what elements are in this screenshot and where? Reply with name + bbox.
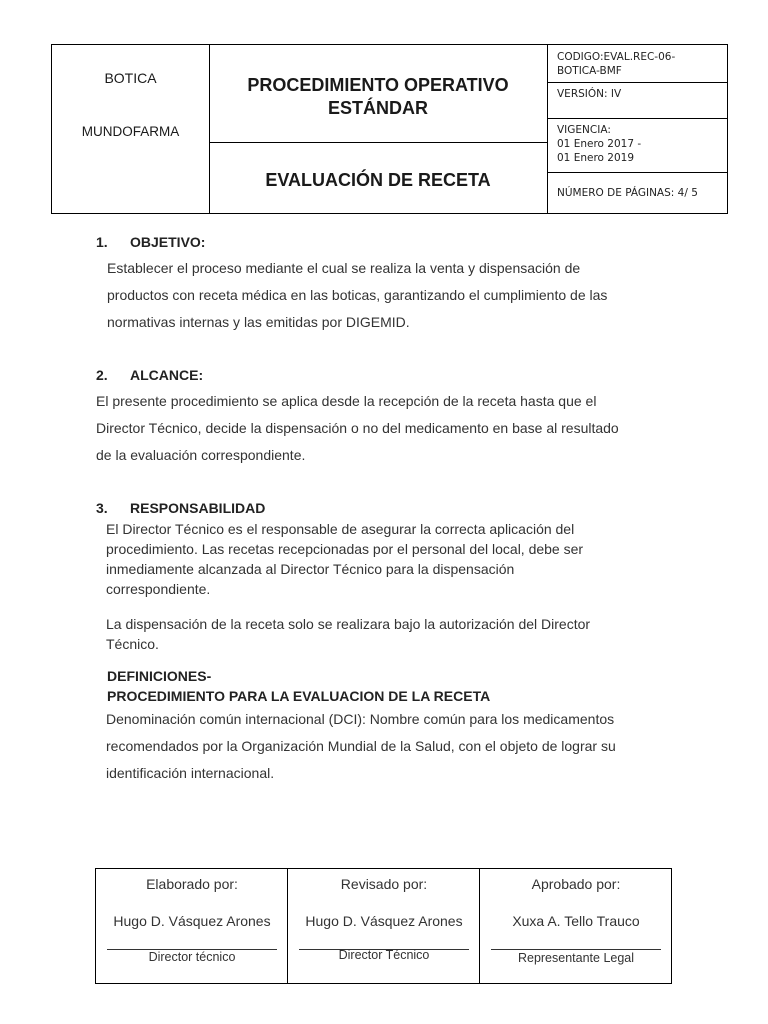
paragraph-line: productos con receta médica en las boticas, garantizando el cumplimiento de las bbox=[107, 287, 608, 303]
signature-name: Xuxa A. Tello Trauco bbox=[512, 913, 640, 929]
definiciones-heading: DEFINICIONES- bbox=[107, 668, 212, 684]
org-name-line1: BOTICA bbox=[104, 70, 157, 86]
section-number: 2. bbox=[96, 367, 108, 383]
document-code-line1: CODIGO:EVAL.REC-06- bbox=[557, 51, 676, 63]
header-divider bbox=[547, 118, 727, 119]
paragraph-line: El presente procedimiento se aplica desde la recepción de la receta hasta que el bbox=[96, 393, 597, 409]
section-number: 3. bbox=[96, 500, 108, 516]
signature-column-elaborado bbox=[96, 869, 288, 983]
document-title-line1: PROCEDIMIENTO OPERATIVO bbox=[247, 75, 509, 95]
signature-role: Representante Legal bbox=[517, 951, 635, 965]
procedimiento-heading: PROCEDIMIENTO PARA LA EVALUACION DE LA RECETA bbox=[107, 688, 491, 704]
signature-name: Hugo D. Vásquez Arones bbox=[305, 913, 463, 929]
paragraph-line: La dispensación de la receta solo se realizara bajo la autorización del Director bbox=[106, 616, 591, 632]
document-subtitle: EVALUACIÓN DE RECETA bbox=[265, 170, 491, 190]
signature-line bbox=[491, 949, 661, 950]
paragraph-line: normativas internas y las emitidas por DIGEMID. bbox=[107, 314, 410, 330]
section-heading-objetivo bbox=[96, 234, 205, 250]
vigencia-label: VIGENCIA: bbox=[557, 124, 611, 136]
signature-table bbox=[95, 868, 672, 984]
document-title-line2: ESTÁNDAR bbox=[327, 98, 428, 118]
paragraph-line: recomendados por la Organización Mundial de la Salud, con el objeto de lograr su bbox=[106, 738, 616, 754]
signature-header: Elaborado por: bbox=[146, 876, 238, 892]
signature-header: Revisado por: bbox=[340, 876, 428, 892]
section-title: OBJETIVO: bbox=[130, 234, 206, 250]
vigencia-end: 01 Enero 2019 bbox=[557, 152, 635, 164]
section-title: ALCANCE: bbox=[130, 367, 204, 383]
signature-role: Director técnico bbox=[148, 950, 236, 964]
paragraph-line: correspondiente. bbox=[106, 581, 211, 597]
paragraph-line: Denominación común internacional (DCI): Nombre común para los medicamentos bbox=[106, 711, 615, 727]
alcance-paragraph bbox=[96, 388, 666, 469]
signature-name: Hugo D. Vásquez Arones bbox=[113, 913, 271, 929]
paragraph-line: El Director Técnico es el responsable de asegurar la correcta aplicación del bbox=[106, 521, 575, 537]
paragraph-line: Director Técnico, decide la dispensación o no del medicamento en base al resultado bbox=[96, 420, 619, 436]
page-count: NÚMERO DE PÁGINAS: 4/ 5 bbox=[557, 187, 698, 199]
paragraph-line: Técnico. bbox=[106, 636, 159, 652]
document-version: VERSIÓN: IV bbox=[557, 88, 622, 100]
signature-role: Director Técnico bbox=[338, 948, 430, 962]
paragraph-line: inmediamente alcanzada al Director Técnico para la dispensación bbox=[106, 561, 515, 577]
section-heading-responsabilidad bbox=[96, 500, 265, 516]
document-code-line2: BOTICA-BMF bbox=[557, 65, 622, 77]
header-divider bbox=[547, 172, 727, 173]
responsabilidad-paragraph-2 bbox=[106, 614, 660, 654]
responsabilidad-paragraph-1 bbox=[106, 519, 660, 599]
header-divider bbox=[547, 45, 548, 213]
paragraph-line: identificación internacional. bbox=[106, 765, 275, 781]
section-number: 1. bbox=[96, 234, 108, 250]
definiciones-paragraph bbox=[106, 706, 666, 787]
objetivo-paragraph bbox=[107, 255, 661, 336]
document-header-table bbox=[51, 44, 728, 214]
signature-column-revisado bbox=[287, 869, 480, 983]
vigencia-start: 01 Enero 2017 - bbox=[557, 138, 642, 150]
header-divider bbox=[209, 142, 547, 143]
org-name-line2: MUNDOFARMA bbox=[81, 124, 180, 139]
paragraph-line: Establecer el proceso mediante el cual se realiza la venta y dispensación de bbox=[107, 260, 581, 276]
section-heading-alcance bbox=[96, 367, 203, 383]
signature-header: Aprobado por: bbox=[531, 876, 621, 892]
paragraph-line: procedimiento. Las recetas recepcionadas por el personal del local, debe ser bbox=[106, 541, 584, 557]
paragraph-line: de la evaluación correspondiente. bbox=[96, 447, 306, 463]
signature-column-aprobado bbox=[479, 869, 672, 983]
section-title: RESPONSABILIDAD bbox=[130, 500, 266, 516]
header-divider bbox=[547, 82, 727, 83]
